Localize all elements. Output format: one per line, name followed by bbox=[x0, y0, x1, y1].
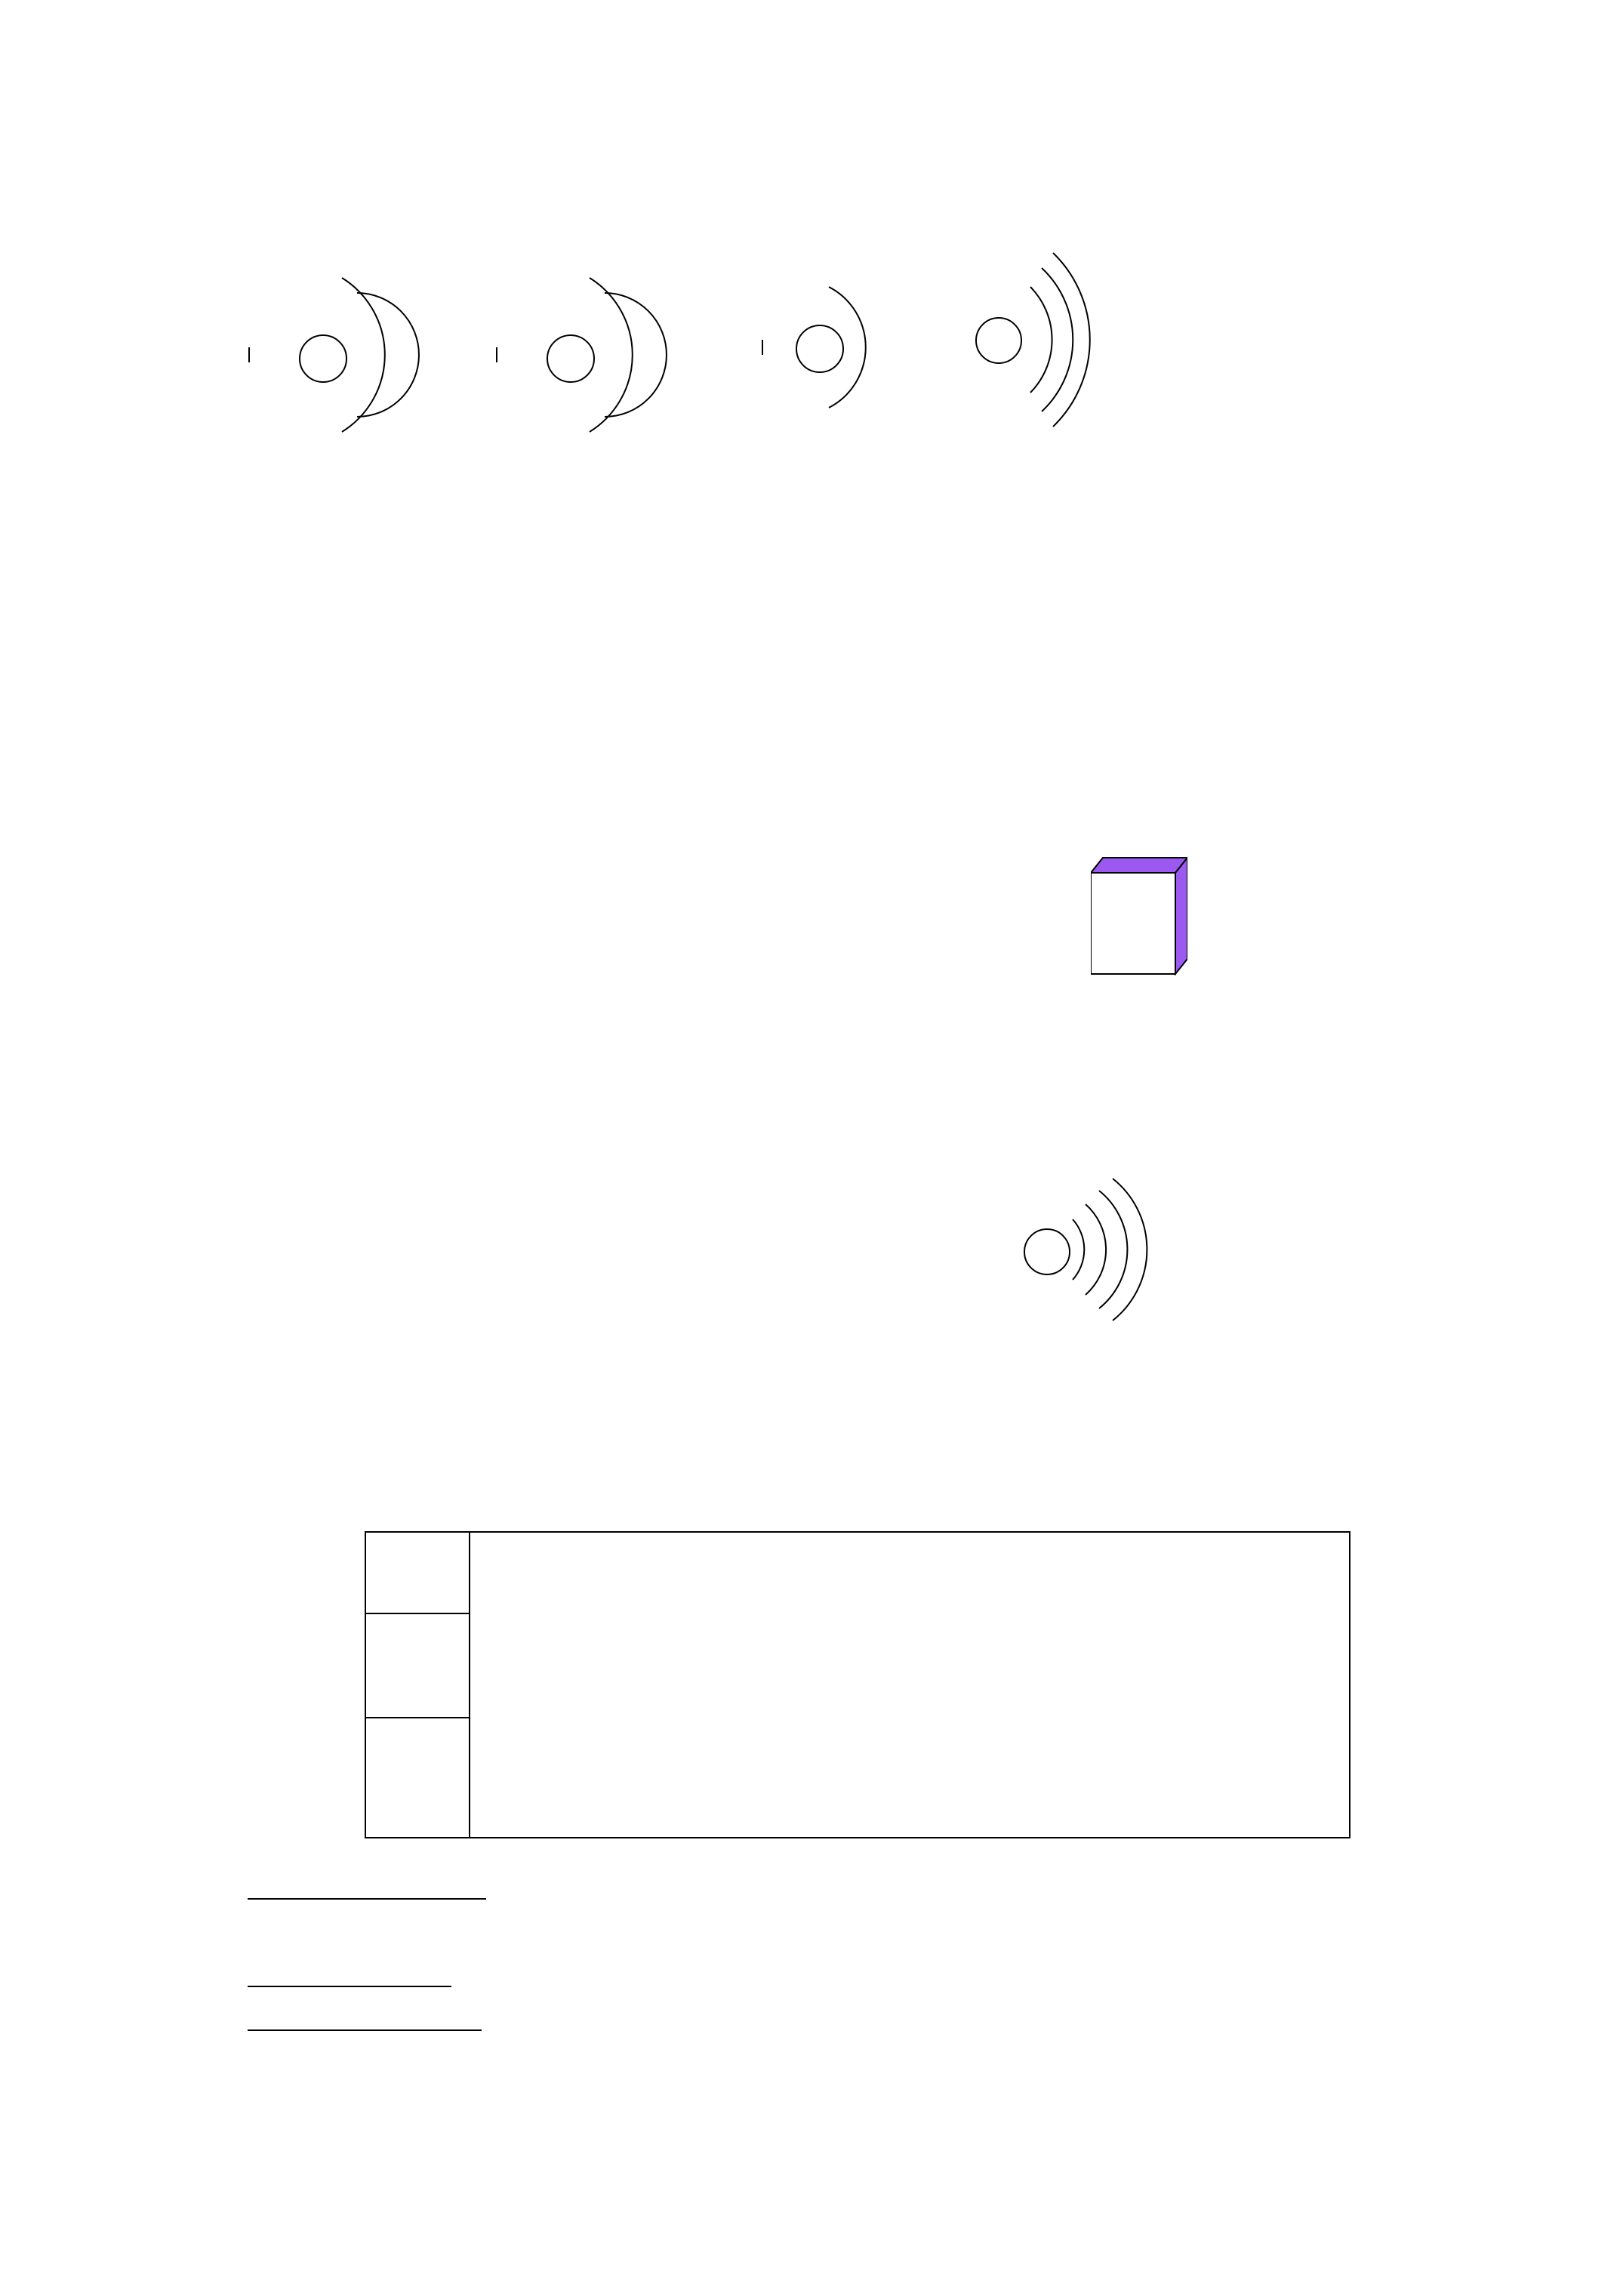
sodium-element-tile bbox=[1091, 855, 1187, 975]
nucleus-circle bbox=[796, 325, 844, 373]
q8-question-3-line1 bbox=[248, 2004, 482, 2041]
answer-blank-2[interactable] bbox=[368, 1872, 486, 1900]
period-label-3 bbox=[366, 1718, 470, 1837]
q8-question-2 bbox=[248, 1960, 451, 1997]
period-label-2 bbox=[366, 1614, 470, 1718]
nucleus-circle bbox=[975, 317, 1022, 364]
answer-blank-1[interactable] bbox=[248, 1872, 368, 1900]
period-label-1 bbox=[366, 1533, 470, 1614]
nucleus-circle bbox=[547, 334, 595, 383]
answer-blank-3[interactable] bbox=[248, 1960, 451, 1987]
q8-question-1-line1 bbox=[248, 1872, 486, 1909]
answer-blank-4[interactable] bbox=[248, 2004, 482, 2031]
nucleus-circle bbox=[1024, 1228, 1070, 1275]
page-footer bbox=[0, 2143, 1623, 2169]
tile-frame-icon bbox=[1091, 855, 1187, 975]
nucleus-circle bbox=[299, 334, 347, 383]
periodic-table bbox=[365, 1531, 1350, 1838]
